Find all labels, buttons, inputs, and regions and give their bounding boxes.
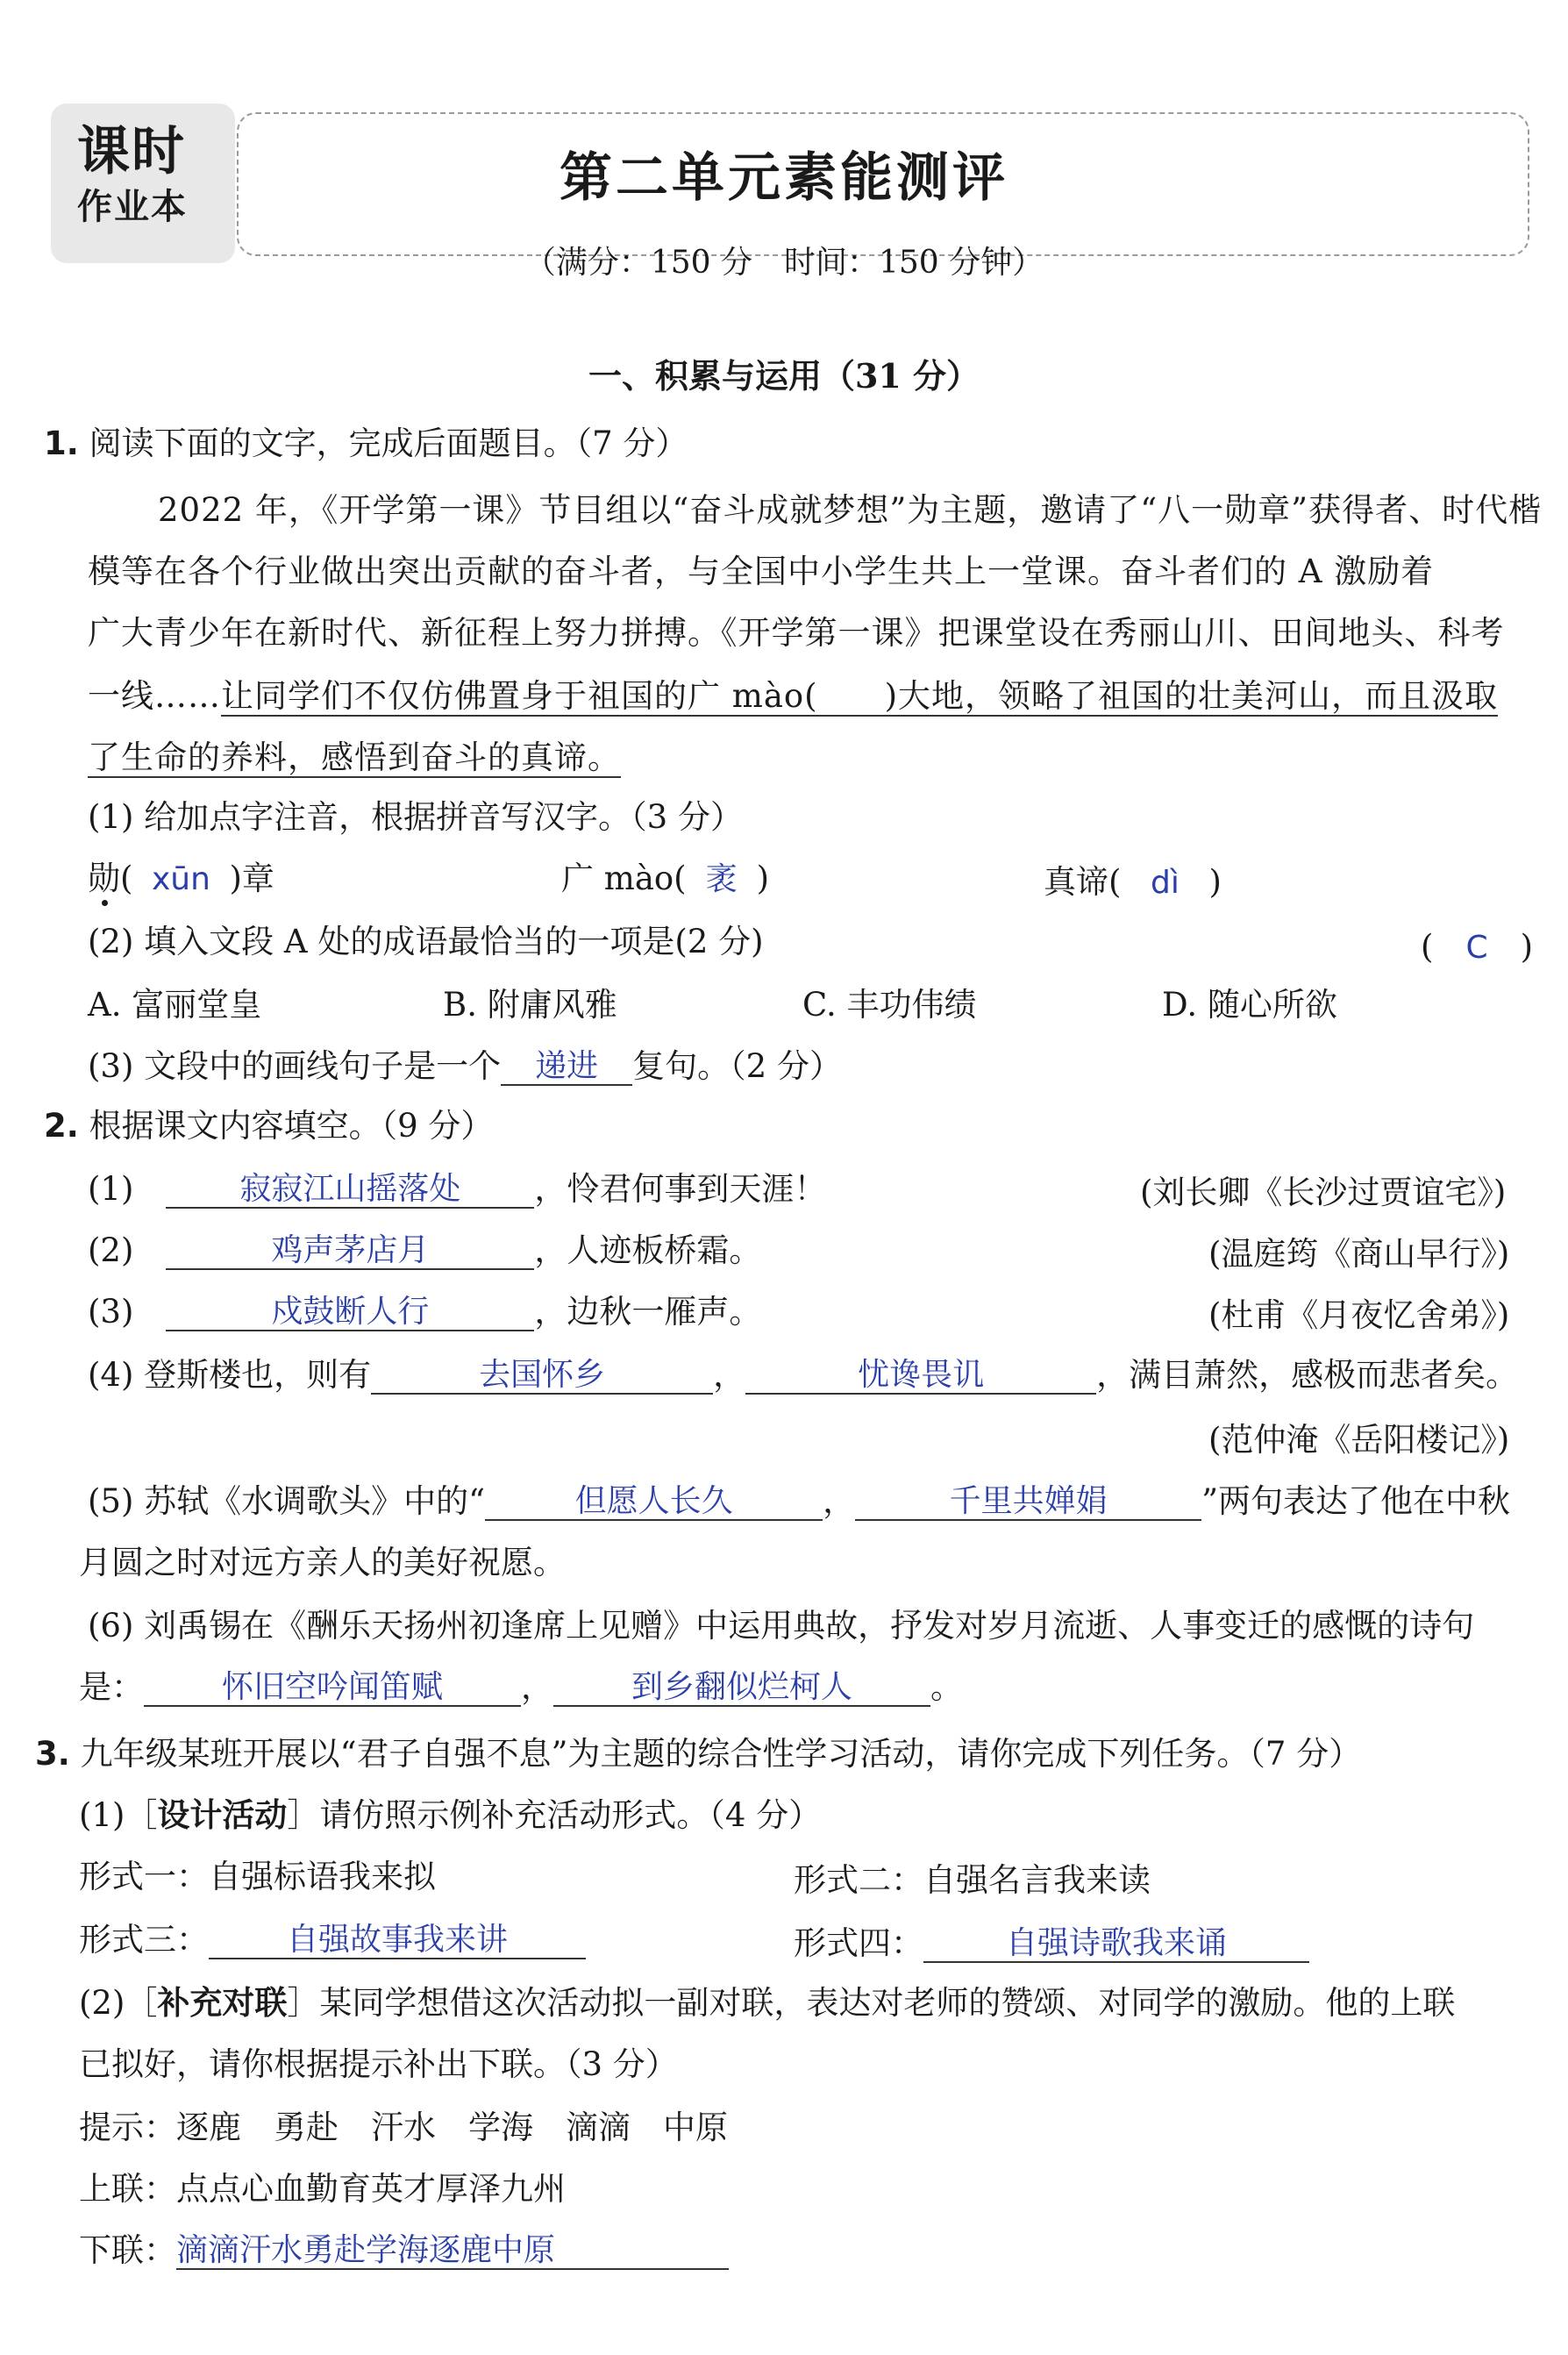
bracket-open: (1)［	[79, 1796, 158, 1834]
answer-pinyin-xun: xūn	[151, 861, 210, 897]
bracket-open: (2)［	[79, 1984, 158, 2022]
passage-line-1: 2022 年，《开学第一课》节目组以“奋斗成就梦想”为主题，邀请了“八一勋章”获得者、时代楷	[158, 491, 1543, 529]
upper-couplet: 上联：点点心血勤育英才厚泽九州	[79, 2170, 566, 2208]
question-3	[35, 1735, 1361, 1773]
page-title: 第二单元素能测评	[559, 147, 1009, 209]
option-c: C. 丰功伟绩	[802, 986, 977, 1024]
q1-fill-1: 勋( xūn )章	[88, 860, 274, 897]
fill-prefix: 真谛(	[1044, 863, 1122, 901]
dotted-char: 勋	[88, 860, 120, 897]
passage-line-4-start: 一线……	[88, 677, 221, 715]
answer-blank-6b: 到乡翻似烂柯人	[553, 1670, 930, 1707]
answer-lower-couplet: 滴滴汗水勇赴学海逐鹿中原	[176, 2233, 729, 2270]
option-a: A. 富丽堂皇	[88, 986, 262, 1024]
question-stem: 根据课文内容填空。（9 分）	[89, 1107, 494, 1145]
task-text: ］某同学想借这次活动拟一副对联，表达对老师的赞颂、对同学的激励。他的上联	[287, 1984, 1456, 2022]
verse: ，怜君何事到天涯！	[534, 1170, 827, 1208]
answer-blank-3: 戍鼓断人行	[166, 1295, 534, 1331]
form-label: 形式四：	[794, 1924, 923, 1962]
fill-suffix: )	[1208, 863, 1222, 901]
source-4: (范仲淹《岳阳楼记》)	[1208, 1421, 1510, 1459]
item-label: (5) 苏轼《水调歌头》中的“	[88, 1482, 486, 1520]
verse: ”两句表达了他在中秋	[1201, 1482, 1511, 1520]
item-label: (4) 登斯楼也，则有	[88, 1356, 372, 1394]
passage-line-5	[88, 739, 621, 777]
fill-suffix: )	[756, 860, 770, 897]
underlined-sentence-end: 了生命的养料，感悟到奋斗的真谛。	[88, 739, 621, 776]
task-tag: 补充对联	[157, 1984, 288, 2022]
task-text: ］请仿照示例补充活动形式。（4 分）	[287, 1796, 822, 1834]
q2-line-4	[88, 1356, 1518, 1395]
question-number: 2.	[44, 1107, 79, 1145]
section-heading: 一、积累与运用（31 分）	[588, 356, 980, 396]
label: 是：	[79, 1668, 144, 1706]
question-number: 3.	[35, 1735, 70, 1773]
underlined-sentence: 让同学们不仅仿佛置身于祖国的广 mào( )大地，领略了祖国的壮美河山，而且汲取	[221, 677, 1499, 715]
verse: ，人迹板桥霜。	[534, 1231, 762, 1269]
sub3-text-end: 复句。（2 分）	[632, 1047, 842, 1085]
answer-char-mao: 袤	[705, 861, 738, 897]
question-stem: 阅读下面的文字，完成后面题目。（7 分）	[89, 425, 688, 462]
q1-sub-3	[88, 1047, 842, 1086]
answer-choice: C	[1465, 930, 1488, 966]
q2-line-5	[88, 1482, 1510, 1521]
question-number: 1.	[44, 425, 79, 462]
passage-line-2: 模等在各个行业做出突出贡献的奋斗者，与全国中小学生共上一堂课。奋斗者们的 A 激励着	[88, 553, 1435, 590]
comma: ，	[823, 1482, 856, 1520]
question-2	[44, 1107, 493, 1145]
q1-sub-1: (1) 给加点字注音，根据拼音写汉字。（3 分）	[88, 798, 743, 836]
form-1: 形式一：自强标语我来拟	[79, 1858, 436, 1895]
q2-line-6-cont	[79, 1668, 963, 1707]
source-1: (刘长卿《长沙过贾谊宅》)	[1140, 1174, 1507, 1211]
passage-line-3: 广大青少年在新时代、新征程上努力拼搏。《开学第一课》把课堂设在秀丽山川、田间地头、科考	[88, 614, 1505, 652]
logo-line-1: 课时	[77, 121, 186, 182]
period: 。	[930, 1668, 963, 1706]
answer-blank-4a: 去国怀乡	[371, 1358, 713, 1395]
option-d: D. 随心所欲	[1162, 986, 1337, 1024]
fill-suffix: 章	[241, 860, 274, 897]
answer-form-4: 自强诗歌我来诵	[923, 1926, 1309, 1963]
source-2: (温庭筠《商山早行》)	[1208, 1235, 1510, 1273]
question-stem: 九年级某班开展以“君子自强不息”为主题的综合性学习活动，请你完成下列任务。（7 分）	[80, 1735, 1362, 1773]
lower-couplet	[79, 2231, 729, 2270]
lower-label: 下联：	[79, 2231, 176, 2269]
q2-line-1	[88, 1170, 826, 1209]
form-3	[79, 1921, 586, 1959]
answer-blank-4b: 忧谗畏讥	[745, 1358, 1096, 1395]
answer-blank-6a: 怀旧空吟闻笛赋	[144, 1670, 521, 1707]
q3-sub-1	[79, 1796, 821, 1835]
q1-sub-2: (2) 填入文段 A 处的成语最恰当的一项是(2 分)	[88, 923, 764, 960]
passage-line-4	[88, 677, 1498, 716]
form-label: 形式三：	[79, 1921, 209, 1959]
q2-line-5-cont: 月圆之时对远方亲人的美好祝愿。	[79, 1544, 566, 1581]
task-tag: 设计活动	[157, 1796, 288, 1834]
sub3-text: (3) 文段中的画线句子是一个	[88, 1047, 502, 1085]
answer-blank-5a: 但愿人长久	[485, 1484, 823, 1521]
logo-line-2: 作业本	[77, 187, 188, 227]
q3-sub-2-cont: 已拟好，请你根据提示补出下联。（3 分）	[79, 2045, 678, 2083]
answer-blank-5b: 千里共婵娟	[855, 1484, 1201, 1521]
item-label: (1)	[88, 1170, 134, 1208]
item-label: (3)	[88, 1293, 134, 1331]
verse: ，满目萧然，感极而悲者矣。	[1096, 1356, 1519, 1394]
q3-sub-2	[79, 1984, 1455, 2023]
hint-line: 提示：逐鹿 勇赴 汗水 学海 滴滴 中原	[79, 2109, 728, 2146]
answer-blank-1: 寂寂江山摇落处	[166, 1172, 534, 1209]
form-4	[794, 1924, 1309, 1963]
answer-blank-sub3: 递进	[501, 1049, 632, 1086]
q2-line-2	[88, 1231, 761, 1270]
comma: ，	[521, 1668, 553, 1706]
question-1	[44, 425, 688, 463]
answer-blank-2: 鸡声茅店月	[166, 1233, 534, 1270]
page-subtitle: （满分：150 分 时间：150 分钟）	[524, 245, 1044, 281]
q1-fill-3	[1044, 863, 1222, 903]
answer-pinyin-di: dì	[1151, 865, 1180, 901]
choice-bracket: ( C )	[1421, 928, 1534, 966]
q2-line-3	[88, 1293, 761, 1331]
comma: ，	[713, 1356, 746, 1394]
source-3: (杜甫《月夜忆舍弟》)	[1208, 1296, 1510, 1334]
form-2: 形式二：自强名言我来读	[794, 1861, 1151, 1899]
q2-line-6: (6) 刘禹锡在《酬乐天扬州初逢席上见赠》中运用典故，抒发对岁月流逝、人事变迁的感慨的诗句	[88, 1607, 1475, 1645]
fill-prefix: 广 mào(	[561, 860, 687, 897]
verse: ，边秋一雁声。	[534, 1293, 762, 1331]
option-b: B. 附庸风雅	[443, 986, 617, 1024]
answer-form-3: 自强故事我来讲	[209, 1923, 586, 1959]
q1-fill-2	[561, 860, 769, 899]
item-label: (2)	[88, 1231, 134, 1269]
